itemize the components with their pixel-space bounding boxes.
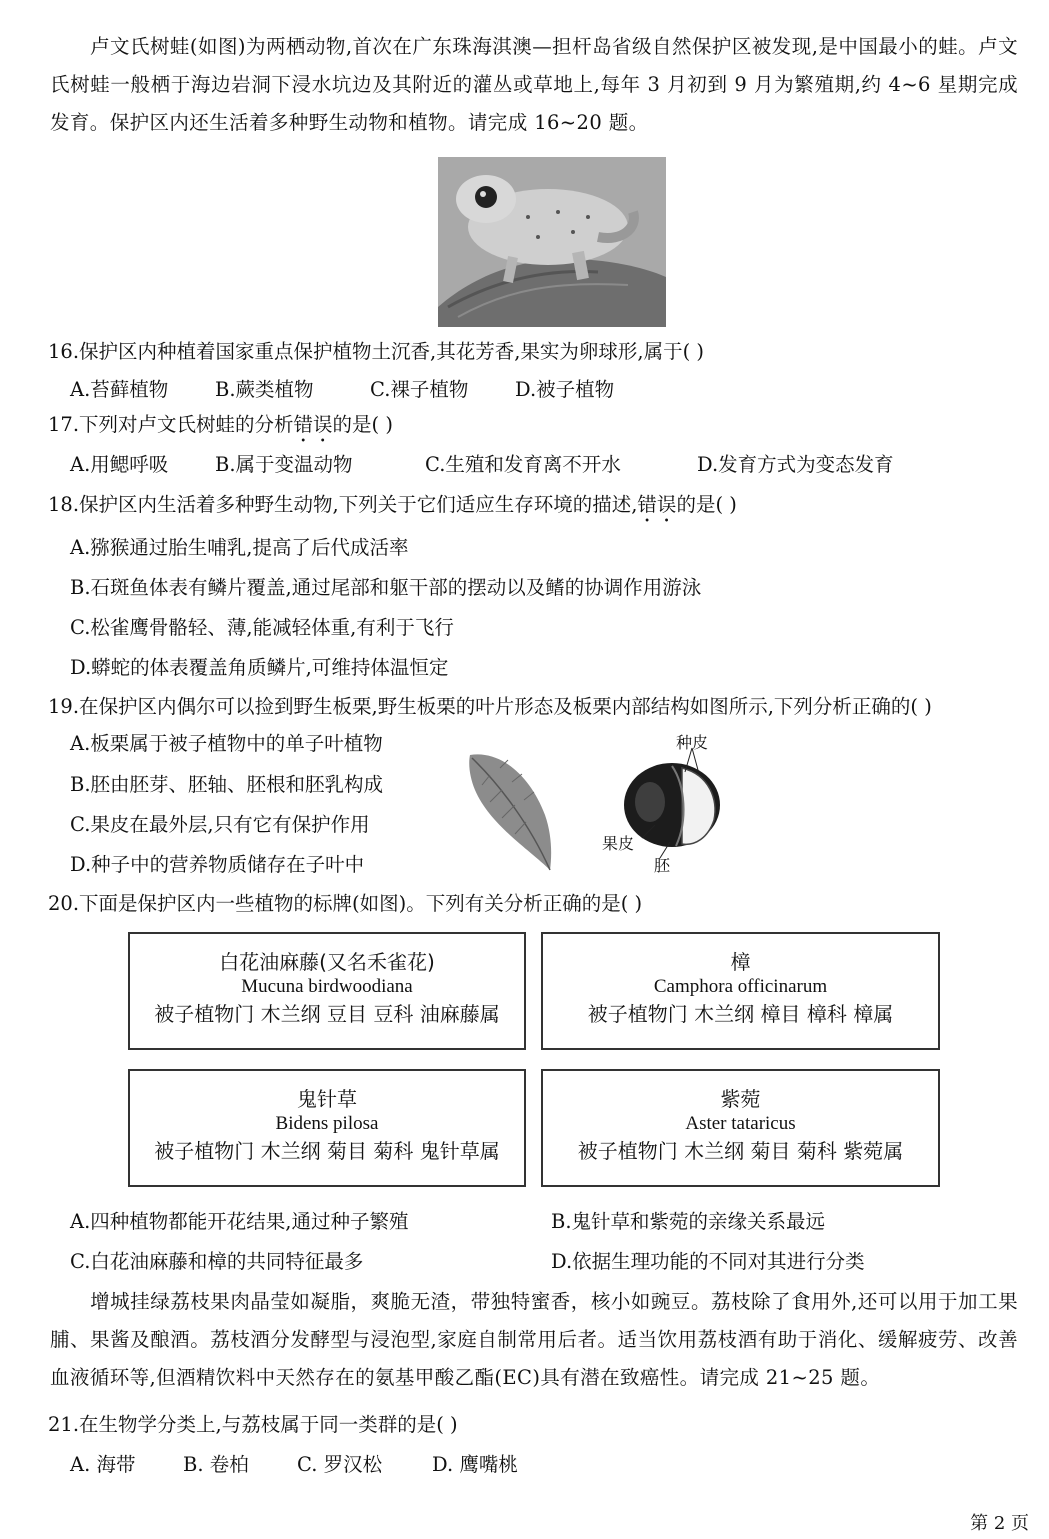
q17-option-d[interactable]: D.发育方式为变态发育 [697, 453, 894, 476]
intro-paragraph-frog [50, 28, 1018, 142]
card-chinese-name: 樟 [730, 950, 751, 974]
q18-option-b[interactable]: B.石斑鱼体表有鳞片覆盖,通过尾部和躯干部的摆动以及鳍的协调作用游泳 [70, 576, 702, 599]
card-classification: 被子植物门 木兰纲 豆目 豆科 油麻藤属 [154, 1002, 500, 1026]
q16-stem: 16.保护区内种植着国家重点保护植物土沉香,其花芳香,果实为卵球形,属于( ) [48, 340, 705, 363]
chestnut-figure [460, 730, 730, 880]
label-seed-coat: 种皮 [676, 733, 709, 752]
card-classification: 被子植物门 木兰纲 菊目 菊科 紫菀属 [577, 1139, 904, 1163]
q17-stem-text: 17.下列对卢文氏树蛙的分析 [48, 413, 294, 436]
card-classification: 被子植物门 木兰纲 菊目 菊科 鬼针草属 [154, 1139, 500, 1163]
card-latin-name: Mucuna birdwoodiana [241, 976, 413, 997]
q17-emphasis: 错误 [293, 413, 333, 436]
card-latin-name: Bidens pilosa [275, 1113, 379, 1134]
chestnut-section-illustration [624, 748, 720, 858]
q19-stem: 19.在保护区内偶尔可以捡到野生板栗,野生板栗的叶片形态及板栗内部结构如图所示,下列分析正确的( ) [48, 695, 932, 718]
q20-stem: 20.下面是保护区内一些植物的标牌(如图)。下列有关分析正确的是( ) [48, 892, 643, 915]
q20-option-c[interactable]: C.白花油麻藤和樟的共同特征最多 [70, 1250, 364, 1273]
q20-option-b[interactable]: B.鬼针草和紫菀的亲缘关系最远 [551, 1210, 826, 1233]
q18-stem [48, 492, 737, 527]
q19-option-d[interactable]: D.种子中的营养物质储存在子叶中 [70, 853, 365, 876]
q17-option-c[interactable]: C.生殖和发育离不开水 [425, 453, 621, 476]
q18-stem-text: 18.保护区内生活着多种野生动物,下列关于它们适应生存环境的描述, [48, 493, 638, 516]
q19-option-b[interactable]: B.胚由胚芽、胚轴、胚根和胚乳构成 [70, 773, 384, 796]
q16-option-c[interactable]: C.裸子植物 [370, 378, 469, 401]
q18-option-d[interactable]: D.蟒蛇的体表覆盖角质鳞片,可维持体温恒定 [70, 656, 449, 679]
plant-label-card-bidens [128, 1069, 526, 1187]
plant-label-card-mucuna [128, 932, 526, 1050]
q21-option-c[interactable]: C. 罗汉松 [297, 1453, 383, 1476]
intro-paragraph-lychee [50, 1283, 1018, 1397]
q17-stem [48, 412, 393, 447]
q21-option-d[interactable]: D. 鹰嘴桃 [432, 1453, 518, 1476]
q20-option-a[interactable]: A.四种植物都能开花结果,通过种子繁殖 [70, 1210, 409, 1233]
q17-option-a[interactable]: A.用鳃呼吸 [70, 453, 169, 476]
label-pericarp: 果皮 [602, 834, 635, 853]
plant-label-card-aster [541, 1069, 940, 1187]
q21-option-a[interactable]: A. 海带 [70, 1453, 136, 1476]
card-latin-name: Aster tataricus [685, 1113, 796, 1134]
q16-option-a[interactable]: A.苔藓植物 [70, 378, 169, 401]
q20-option-d[interactable]: D.依据生理功能的不同对其进行分类 [551, 1250, 865, 1273]
intro-text-lychee: 增城挂绿荔枝果肉晶莹如凝脂，爽脆无渣，带独特蜜香，核小如豌豆。荔枝除了食用外,还可以用于加工果脯、果酱及酿酒。荔枝酒分发酵型与浸泡型,家庭自制常用后者。适当饮用荔枝酒有助于消化、缓解疲劳、改善血液循环等,但酒精饮料中天然存在的氨基甲酸乙酯(EC)具有潜在致癌性。请完成 21~25 题。 [50, 1290, 1018, 1389]
q18-option-a[interactable]: A.猕猴通过胎生哺乳,提高了后代成活率 [70, 536, 409, 559]
q18-emphasis: 错误 [637, 493, 677, 516]
label-embryo: 胚 [654, 856, 671, 875]
plant-label-card-camphora [541, 932, 940, 1050]
q16-option-d[interactable]: D.被子植物 [515, 378, 615, 401]
tree-frog-photo [438, 157, 666, 327]
q21-option-b[interactable]: B. 卷柏 [183, 1453, 249, 1476]
card-chinese-name: 紫菀 [720, 1087, 761, 1111]
q19-option-a[interactable]: A.板栗属于被子植物中的单子叶植物 [70, 732, 383, 755]
q18-stem-tail: 的是( ) [676, 493, 737, 516]
card-chinese-name: 白花油麻藤(又名禾雀花) [219, 950, 435, 974]
card-chinese-name: 鬼针草 [297, 1087, 357, 1111]
intro-text: 卢文氏树蛙(如图)为两栖动物,首次在广东珠海淇澳—担杆岛省级自然保护区被发现,是中国最小的蛙。卢文氏树蛙一般栖于海边岩洞下浸水坑边及其附近的灌丛或草地上,每年 3 月初到 9 月为繁殖期,约 4~6 星期完成发育。保护区内还生活着多种野生动物和植物。请完成 16~20 题。 [50, 35, 1018, 134]
q17-option-b[interactable]: B.属于变温动物 [215, 453, 353, 476]
chestnut-leaf-illustration [469, 754, 551, 870]
card-classification: 被子植物门 木兰纲 樟目 樟科 樟属 [587, 1002, 894, 1026]
q21-stem: 21.在生物学分类上,与荔枝属于同一类群的是( ) [48, 1413, 458, 1436]
q17-stem-tail: 的是( ) [332, 413, 393, 436]
card-latin-name: Camphora officinarum [653, 976, 828, 997]
q19-option-c[interactable]: C.果皮在最外层,只有它有保护作用 [70, 813, 370, 836]
page-number: 第 2 页 [970, 1513, 1029, 1534]
q18-option-c[interactable]: C.松雀鹰骨骼轻、薄,能减轻体重,有利于飞行 [70, 616, 454, 639]
q16-option-b[interactable]: B.蕨类植物 [215, 378, 314, 401]
